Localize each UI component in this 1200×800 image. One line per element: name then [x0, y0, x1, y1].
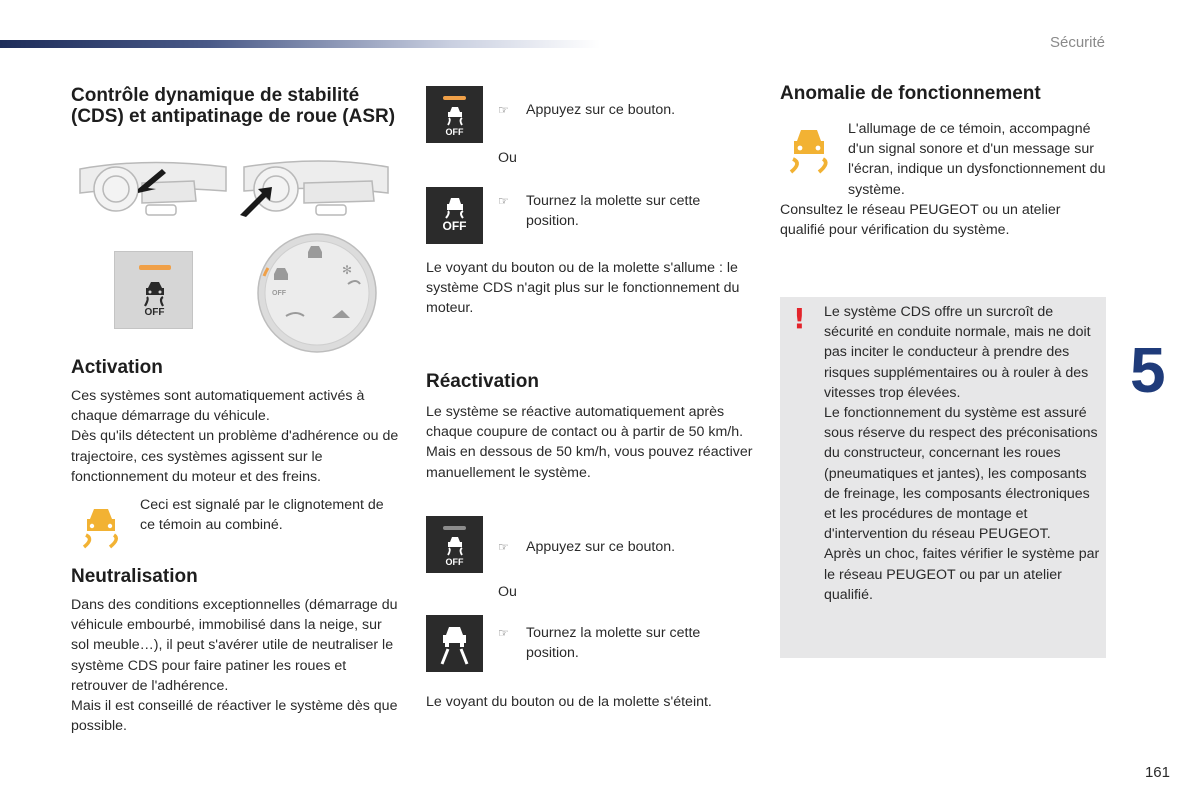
deactivate-step2: [498, 191, 738, 231]
rotary-selector-icon: [256, 232, 378, 354]
reactivate-result: Le voyant du bouton ou de la molette s'éteint.: [426, 694, 712, 710]
svg-text:✻: ✻: [342, 263, 353, 277]
page-number: 161: [1144, 764, 1170, 781]
reactivate-step1-text: Appuyez sur ce bouton.: [526, 539, 676, 555]
section-name: Sécurité: [1049, 34, 1105, 51]
anomaly-heading: Anomalie de fonctionnement: [780, 83, 1041, 104]
reactivation-text: Le système se réactive automatiquement après chaque coupure de contact ou à partir de 50 km/h. Mais en dessous de 50 km/h, vous pouvez réactiver manuellement le système.: [426, 404, 753, 481]
deactivate-or: Ou: [498, 150, 517, 166]
finger-pointer-icon: ☞: [498, 103, 509, 117]
off-label: OFF: [445, 127, 464, 137]
indicator-led-icon: [443, 526, 466, 530]
off-label: OFF: [442, 219, 467, 233]
neutralisation-text: Dans des conditions exceptionnelles (démarrage du véhicule embourbé, immobilisé dans la neige, sur sol meuble…), il peut s'avérer utile de neutraliser le système CDS pour faire patiner les roues et retrouver de l'adhérence. Mais il est conseillé de réactiver le système dès que possible.: [71, 597, 398, 735]
deactivate-result: Le voyant du bouton ou de la molette s'allume : le système CDS n'agit plus sur le fonctionnement du moteur.: [426, 260, 740, 317]
cds-off-button-icon: [114, 251, 193, 329]
svg-text:OFF: OFF: [272, 290, 286, 297]
deactivate-step2-text: Tournez la molette sur cette position.: [526, 193, 701, 230]
skid-car-icon: [444, 104, 466, 126]
cds-off-button-unlit-icon: [426, 516, 483, 573]
chapter-number: 5: [1130, 334, 1166, 406]
off-label: OFF: [144, 307, 165, 318]
cds-off-button-lit-icon: [426, 86, 483, 143]
selector-normal-position-icon: [426, 615, 483, 672]
anomaly-text: Consultez le réseau PEUGEOT ou un atelier qualifié pour vérification du système.: [780, 202, 1061, 239]
reactivate-step2-text: Tournez la molette sur cette position.: [526, 625, 701, 662]
indicator-led-icon: [139, 265, 171, 270]
finger-pointer-icon: ☞: [498, 540, 509, 554]
neutralisation-heading: Neutralisation: [71, 566, 198, 587]
off-label: OFF: [445, 557, 464, 567]
anomaly-lamp-text: L'allumage de ce témoin, accompagné d'un signal sonore et d'un message sur l'écran, indique un dysfonctionnement du système.: [848, 121, 1106, 198]
skid-car-icon: [444, 534, 466, 556]
reactivate-or: Ou: [498, 584, 517, 600]
skid-warning-lamp-icon: [786, 126, 832, 174]
reactivate-step1: [498, 537, 728, 557]
activation-heading: Activation: [71, 357, 163, 378]
reactivate-step2: [498, 623, 738, 663]
skid-car-icon: [441, 195, 469, 219]
deactivate-step1-text: Appuyez sur ce bouton.: [526, 102, 676, 118]
finger-pointer-icon: ☞: [498, 626, 509, 640]
skid-warning-lamp-icon: [80, 505, 122, 549]
activation-text: Ces systèmes sont automatiquement activés à chaque démarrage du véhicule. Dès qu'ils détectent un problème d'adhérence ou de trajectoire, ces systèmes agissent sur le fonctionnement du moteur et des freins.: [71, 388, 399, 485]
reactivation-heading: Réactivation: [426, 371, 539, 392]
dashboard-illustration-icon: [76, 155, 394, 217]
activation-lamp-text: Ceci est signalé par le clignotement de ce témoin au combiné.: [140, 497, 384, 534]
road-car-icon: [432, 621, 477, 666]
header-gradient-bar: [0, 40, 600, 48]
warning-text: Le système CDS offre un surcroît de sécurité en conduite normale, mais ne doit pas inciter le conducteur à prendre des risques supplémentaires ou à rouler à des vitesses trop élevées. Le fonctionnement du système est assuré sous réserve du respect des préconisations du constructeur, concernant les roues (pneumatiques et jantes), les composants de freinage, les composants électroniques et les procédures de montage et d'intervention du réseau PEUGEOT. Après un choc, faites vérifier le système par le réseau PEUGEOT ou par un atelier qualifié.: [824, 304, 1100, 603]
page-title: Contrôle dynamique de stabilité (CDS) et antipatinage de roue (ASR): [71, 85, 396, 127]
indicator-led-icon: [443, 96, 466, 100]
deactivate-step1: [498, 100, 728, 120]
selector-off-position-icon: [426, 187, 483, 244]
skid-car-icon: [139, 278, 171, 308]
finger-pointer-icon: ☞: [498, 194, 509, 208]
warning-exclamation-icon: !: [793, 302, 806, 335]
